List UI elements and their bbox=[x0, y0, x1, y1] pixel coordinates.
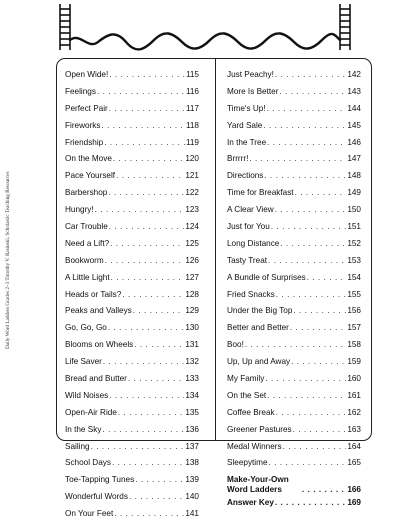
toc-entry bbox=[65, 455, 199, 472]
toc-entry-title: More Is Better bbox=[227, 86, 279, 96]
toc-entry-title: Tasty Treat bbox=[227, 255, 268, 265]
table-of-contents bbox=[56, 58, 372, 519]
toc-entry-page: 149 bbox=[347, 188, 361, 198]
toc-entry-title: Coffee Break bbox=[227, 407, 275, 417]
toc-entry-title: Fried Snacks bbox=[227, 289, 275, 299]
toc-entry bbox=[227, 270, 361, 287]
toc-left-column bbox=[65, 67, 199, 523]
toc-entry-title: Yard Sale bbox=[227, 120, 263, 130]
toc-entry-page: 116 bbox=[185, 86, 199, 96]
toc-entry-title: Open Wide! bbox=[65, 70, 109, 79]
toc-dot-leader bbox=[102, 422, 184, 439]
toc-entry-page: 146 bbox=[347, 137, 361, 147]
toc-entry bbox=[227, 287, 361, 304]
toc-entry-title: Wild Noises bbox=[65, 390, 109, 400]
toc-entry-title: Time for Breakfast bbox=[227, 188, 294, 198]
toc-entry bbox=[227, 253, 361, 270]
toc-entry-title: A Little Light bbox=[65, 272, 110, 282]
toc-entry-title: Sailing bbox=[65, 441, 90, 451]
toc-entry bbox=[65, 253, 199, 270]
toc-dot-leader bbox=[129, 489, 184, 506]
toc-dot-leader bbox=[279, 84, 346, 101]
toc-entry bbox=[227, 354, 361, 371]
toc-entry-page: 139 bbox=[185, 475, 199, 485]
toc-entry bbox=[227, 472, 361, 495]
toc-dot-leader bbox=[109, 219, 185, 236]
toc-dot-leader bbox=[103, 354, 184, 371]
toc-entry-title: Long Distance bbox=[227, 238, 280, 248]
toc-entry-title: Greener Pastures bbox=[227, 424, 292, 434]
toc-entry bbox=[65, 101, 199, 118]
toc-dot-leader bbox=[275, 67, 346, 84]
toc-entry-title: Barbershop bbox=[65, 188, 108, 198]
toc-entry-title: Time's Up! bbox=[227, 103, 266, 113]
toc-dot-leader bbox=[295, 185, 347, 202]
toc-dot-leader bbox=[293, 422, 347, 439]
toc-entry-page: 122 bbox=[185, 188, 199, 198]
toc-entry-title: Hungry! bbox=[65, 205, 94, 215]
toc-entry-title: Wonderful Words bbox=[65, 492, 128, 502]
toc-entry-page: 155 bbox=[347, 289, 361, 299]
toc-entry bbox=[65, 67, 199, 84]
toc-dot-leader bbox=[283, 439, 347, 456]
toc-entry-title: Toe-Tapping Tunes bbox=[65, 475, 135, 485]
toc-entry-title: Feelings bbox=[65, 86, 96, 96]
toc-entry-title: Peaks and Valleys bbox=[65, 306, 132, 316]
toc-entry bbox=[227, 320, 361, 337]
toc-entry bbox=[227, 219, 361, 236]
toc-entry-title: My Family bbox=[227, 374, 265, 384]
toc-entry bbox=[65, 472, 199, 489]
toc-dot-leader bbox=[110, 236, 184, 253]
toc-dot-leader bbox=[302, 485, 346, 495]
toc-dot-leader bbox=[293, 303, 346, 320]
toc-entry-page: 126 bbox=[185, 255, 199, 265]
toc-entry bbox=[227, 101, 361, 118]
toc-entry-page: 144 bbox=[347, 103, 361, 113]
toc-entry bbox=[65, 422, 199, 439]
toc-entry-page: 165 bbox=[347, 458, 361, 468]
toc-dot-leader bbox=[249, 151, 346, 168]
toc-dot-leader bbox=[275, 202, 347, 219]
toc-entry-title: School Days bbox=[65, 458, 111, 468]
toc-entry bbox=[65, 287, 199, 304]
toc-entry bbox=[227, 439, 361, 456]
toc-entry-title: Fireworks bbox=[65, 120, 101, 130]
toc-entry-page: 162 bbox=[347, 407, 361, 417]
toc-entry-page: 151 bbox=[347, 222, 361, 232]
toc-entry bbox=[65, 303, 199, 320]
toc-entry-title: In the Tree bbox=[227, 137, 267, 147]
toc-dot-leader bbox=[109, 67, 185, 84]
toc-dot-leader bbox=[118, 405, 184, 422]
toc-entry bbox=[65, 439, 199, 456]
toc-entry bbox=[65, 388, 199, 405]
toc-dot-leader bbox=[276, 405, 347, 422]
toc-dot-leader bbox=[263, 118, 346, 135]
toc-entry bbox=[65, 185, 199, 202]
toc-entry bbox=[227, 118, 361, 135]
toc-dot-leader bbox=[122, 287, 184, 304]
toc-dot-leader bbox=[128, 371, 184, 388]
toc-entry bbox=[65, 151, 199, 168]
toc-entry bbox=[65, 405, 199, 422]
toc-entry-page: 124 bbox=[185, 222, 199, 232]
toc-entry-page: 133 bbox=[185, 374, 199, 384]
toc-entry bbox=[65, 320, 199, 337]
toc-dot-leader bbox=[245, 337, 346, 354]
toc-dot-leader bbox=[280, 236, 346, 253]
toc-right-column bbox=[227, 67, 361, 512]
toc-entry-page: 152 bbox=[347, 238, 361, 248]
toc-entry-page: 164 bbox=[347, 441, 361, 451]
toc-entry-title: On the Set bbox=[227, 390, 267, 400]
toc-entry bbox=[227, 84, 361, 101]
toc-entry-title: Heads or Tails? bbox=[65, 289, 122, 299]
toc-dot-leader bbox=[290, 320, 346, 337]
toc-dot-leader bbox=[91, 439, 185, 456]
toc-dot-leader bbox=[109, 101, 185, 118]
toc-entry-page: 117 bbox=[185, 103, 199, 113]
toc-entry bbox=[65, 118, 199, 135]
toc-dot-leader bbox=[108, 320, 184, 337]
toc-entry-title: A Clear View bbox=[227, 205, 274, 215]
toc-entry-page: 135 bbox=[185, 407, 199, 417]
toc-entry bbox=[65, 84, 199, 101]
toc-entry-page: 163 bbox=[347, 424, 361, 434]
toc-entry-page: 148 bbox=[347, 171, 361, 181]
toc-entry-page: 143 bbox=[347, 86, 361, 96]
toc-dot-leader bbox=[269, 455, 347, 472]
toc-entry-title: Better and Better bbox=[227, 323, 289, 333]
toc-entry bbox=[65, 506, 199, 523]
toc-entry bbox=[227, 67, 361, 84]
toc-entry-page: 156 bbox=[347, 306, 361, 316]
toc-entry-page: 159 bbox=[347, 357, 361, 367]
toc-entry-page: 132 bbox=[185, 357, 199, 367]
toc-entry-page: 169 bbox=[347, 498, 361, 508]
toc-entry-title: Medal Winners bbox=[227, 441, 282, 451]
toc-entry-page: 140 bbox=[185, 492, 199, 502]
toc-entry bbox=[227, 168, 361, 185]
toc-dot-leader bbox=[105, 253, 185, 270]
toc-entry-page: 153 bbox=[347, 255, 361, 265]
toc-entry-page: 128 bbox=[185, 289, 199, 299]
toc-entry bbox=[65, 371, 199, 388]
toc-dot-leader bbox=[133, 303, 185, 320]
toc-entry bbox=[65, 354, 199, 371]
toc-entry-page: 137 bbox=[185, 441, 199, 451]
toc-entry-page: 120 bbox=[185, 154, 199, 164]
toc-entry-page: 157 bbox=[347, 323, 361, 333]
toc-entry-page: 123 bbox=[185, 205, 199, 215]
toc-entry bbox=[227, 371, 361, 388]
toc-dot-leader bbox=[111, 270, 185, 287]
toc-entry-page: 121 bbox=[185, 171, 199, 181]
toc-entry bbox=[227, 236, 361, 253]
toc-entry-title: Under the Big Top bbox=[227, 306, 293, 316]
toc-dot-leader bbox=[276, 287, 347, 304]
toc-entry-page: 154 bbox=[347, 272, 361, 282]
toc-entry-title: Make-Your-Own Word Ladders bbox=[227, 475, 289, 495]
toc-entry-title: Boo! bbox=[227, 340, 244, 350]
toc-entry-page: 131 bbox=[185, 340, 199, 350]
toc-entry-title: Pace Yourself bbox=[65, 171, 116, 181]
toc-entry-page: 141 bbox=[185, 509, 199, 519]
toc-dot-leader bbox=[116, 168, 184, 185]
toc-entry bbox=[227, 455, 361, 472]
toc-dot-leader bbox=[135, 472, 184, 489]
toc-entry-title: Friendship bbox=[65, 137, 104, 147]
toc-entry bbox=[227, 388, 361, 405]
toc-dot-leader bbox=[109, 388, 184, 405]
toc-dot-leader bbox=[114, 506, 184, 523]
toc-entry-title: Open-Air Ride bbox=[65, 407, 117, 417]
toc-entry bbox=[227, 135, 361, 152]
toc-entry-title: Perfect Pair bbox=[65, 103, 108, 113]
toc-entry bbox=[227, 185, 361, 202]
toc-entry-title: Up, Up and Away bbox=[227, 357, 291, 367]
toc-entry-page: 134 bbox=[185, 390, 199, 400]
toc-entry bbox=[227, 151, 361, 168]
toc-dot-leader bbox=[134, 337, 184, 354]
toc-entry-title: Life Saver bbox=[65, 357, 102, 367]
toc-entry-title: Car Trouble bbox=[65, 222, 108, 232]
toc-entry-title: In the Sky bbox=[65, 424, 102, 434]
toc-entry-title: Just for You bbox=[227, 222, 270, 232]
toc-dot-leader bbox=[101, 118, 184, 135]
toc-entry-title: Brrrrr! bbox=[227, 154, 249, 164]
toc-entry-page: 150 bbox=[347, 205, 361, 215]
toc-entry bbox=[227, 337, 361, 354]
toc-entry-page: 125 bbox=[185, 238, 199, 248]
toc-dot-leader bbox=[104, 135, 185, 152]
toc-dot-leader bbox=[268, 253, 346, 270]
toc-dot-leader bbox=[95, 202, 185, 219]
toc-entry-title: A Bundle of Surprises bbox=[227, 272, 306, 282]
toc-entry-page: 160 bbox=[347, 374, 361, 384]
toc-entry-page: 138 bbox=[185, 458, 199, 468]
toc-entry-title: Just Peachy! bbox=[227, 70, 274, 79]
toc-entry-page: 130 bbox=[185, 323, 199, 333]
left-ladder-icon bbox=[60, 4, 70, 50]
toc-dot-leader bbox=[112, 455, 184, 472]
toc-entry-title: Bread and Butter bbox=[65, 374, 127, 384]
toc-dot-leader bbox=[265, 371, 346, 388]
toc-entry-title: Directions bbox=[227, 171, 264, 181]
toc-dot-leader bbox=[291, 354, 346, 371]
toc-entry-page: 119 bbox=[185, 137, 199, 147]
toc-entry bbox=[227, 495, 361, 512]
toc-dot-leader bbox=[264, 168, 346, 185]
toc-entry bbox=[65, 489, 199, 506]
toc-entry-page: 127 bbox=[185, 272, 199, 282]
toc-dot-leader bbox=[108, 185, 184, 202]
toc-entry-page: 142 bbox=[347, 70, 361, 79]
toc-entry-title: On Your Feet bbox=[65, 509, 114, 519]
toc-entry-title: Blooms on Wheels bbox=[65, 340, 134, 350]
toc-dot-leader bbox=[267, 135, 346, 152]
toc-dot-leader bbox=[97, 84, 185, 101]
toc-entry bbox=[227, 303, 361, 320]
toc-entry-title: Sleepytime bbox=[227, 458, 268, 468]
toc-dot-leader bbox=[113, 151, 184, 168]
toc-entry-page: 129 bbox=[185, 306, 199, 316]
toc-entry-page: 145 bbox=[347, 120, 361, 130]
side-credit-note: Daily Word Ladders Grades 2–3 Timothy V. Rasinski, Scholastic Teaching Resources bbox=[5, 171, 11, 349]
toc-entry bbox=[65, 270, 199, 287]
toc-entry bbox=[65, 236, 199, 253]
toc-entry bbox=[65, 219, 199, 236]
rope-icon bbox=[70, 33, 340, 49]
toc-entry bbox=[227, 422, 361, 439]
toc-entry-title: Need a Lift? bbox=[65, 238, 110, 248]
right-ladder-icon bbox=[340, 4, 350, 50]
toc-entry bbox=[65, 337, 199, 354]
toc-entry-page: 166 bbox=[347, 485, 361, 495]
toc-dot-leader bbox=[275, 495, 346, 512]
toc-dot-leader bbox=[267, 388, 346, 405]
toc-entry-page: 161 bbox=[347, 390, 361, 400]
toc-dot-leader bbox=[267, 101, 347, 118]
toc-entry bbox=[65, 168, 199, 185]
toc-dot-leader bbox=[307, 270, 347, 287]
toc-entry-page: 118 bbox=[185, 120, 199, 130]
toc-entry-title: On the Move bbox=[65, 154, 112, 164]
toc-entry-page: 115 bbox=[185, 70, 199, 79]
toc-dot-leader bbox=[271, 219, 347, 236]
toc-entry bbox=[227, 202, 361, 219]
column-divider bbox=[215, 59, 216, 440]
toc-entry bbox=[65, 202, 199, 219]
toc-entry bbox=[65, 135, 199, 152]
toc-entry-page: 147 bbox=[347, 154, 361, 164]
toc-entry-page: 158 bbox=[347, 340, 361, 350]
toc-entry-page: 136 bbox=[185, 424, 199, 434]
toc-entry-title: Answer Key bbox=[227, 498, 274, 508]
ladder-rope-header-art bbox=[0, 0, 400, 60]
toc-entry-title: Bookworm bbox=[65, 255, 104, 265]
toc-entry bbox=[227, 405, 361, 422]
toc-entry-title: Go, Go, Go bbox=[65, 323, 107, 333]
